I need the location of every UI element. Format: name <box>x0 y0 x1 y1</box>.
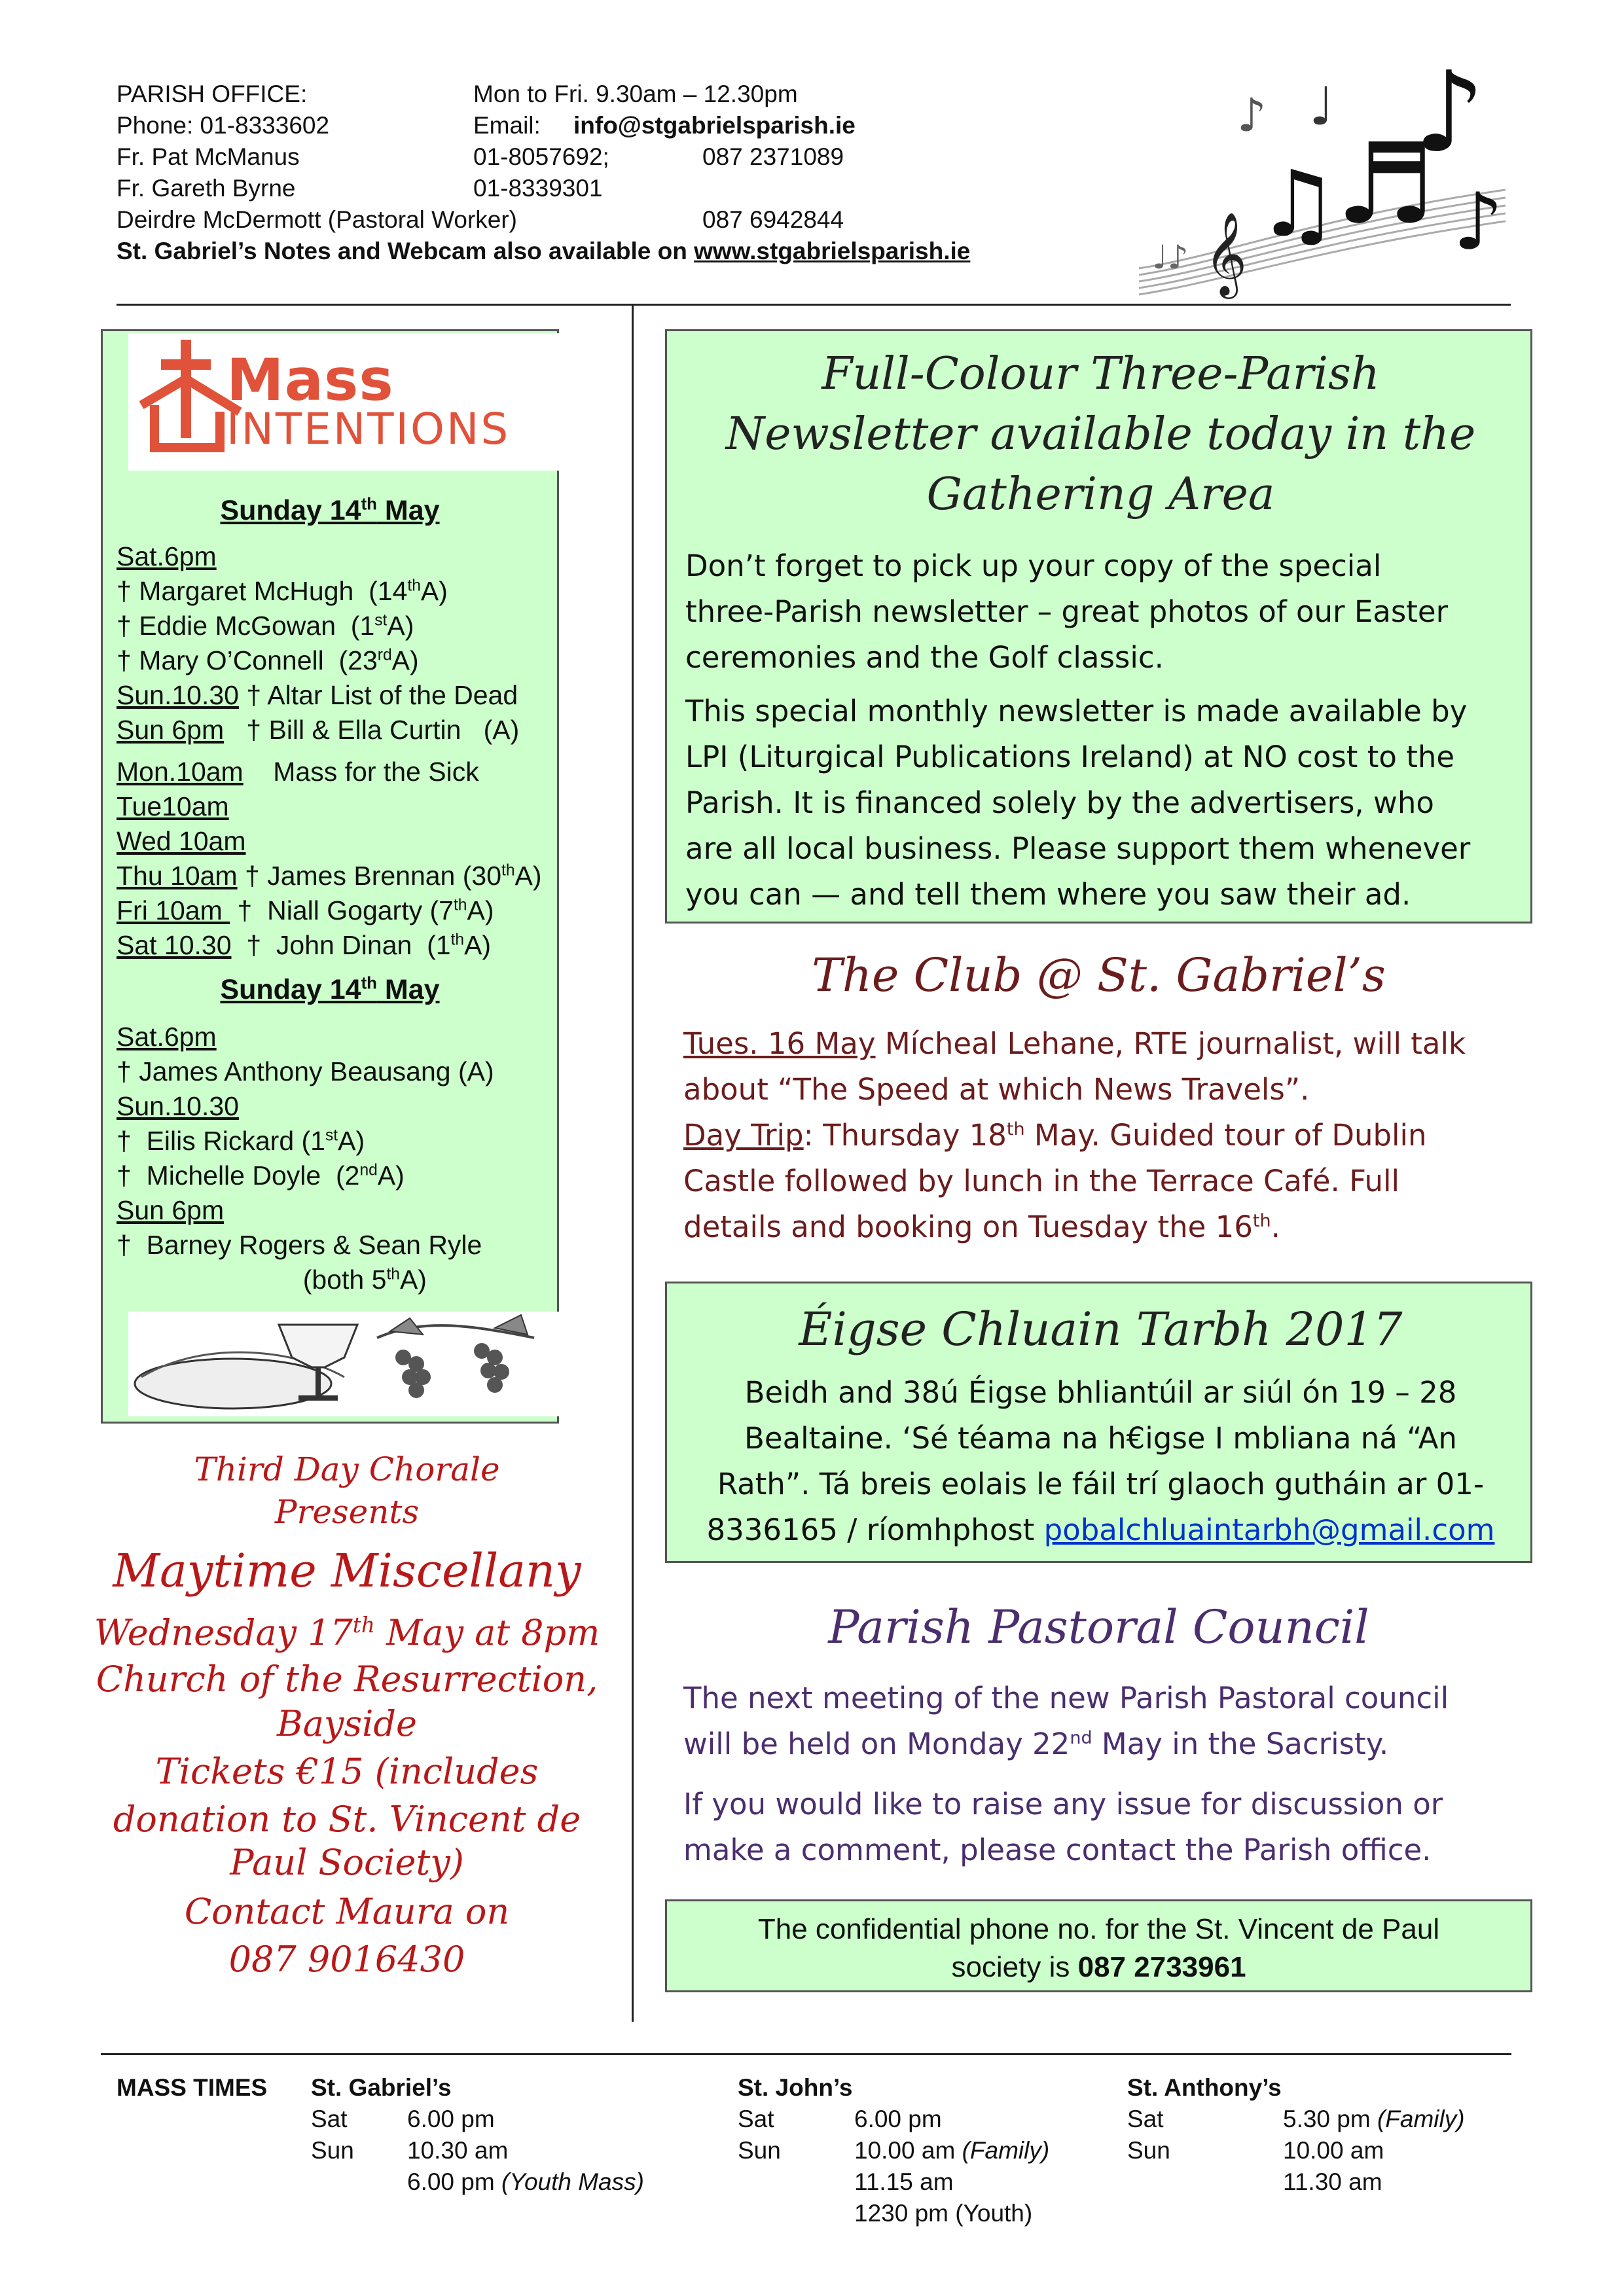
svg-text:♫: ♫ <box>1257 151 1339 258</box>
column-divider <box>632 304 634 2022</box>
intention-line: Thu 10am † James Brennan (30thA) <box>117 861 542 891</box>
chorale-contact: Contact Maura on <box>184 1891 510 1932</box>
chorale-notice: Third Day Chorale Presents Maytime Miscellany Wednesday 17th May at 8pm Church of the Resurrection, Bayside Tickets €15 (includes donation to St. Vincent de Paul Society) Contact Maura on 087 9016430 <box>65 1446 628 1981</box>
chorale-venue: Church of the Resurrection, <box>96 1659 598 1700</box>
intention-line: Mon.10am Mass for the Sick <box>117 757 479 787</box>
svg-text:♩♪: ♩♪ <box>1152 238 1189 276</box>
chorale-tickets: Tickets €15 (includes <box>155 1751 539 1792</box>
chorale-title: Maytime Miscellany <box>113 1544 581 1598</box>
music-notes-icon <box>1126 52 1519 301</box>
intention-line: Sun 6pm <box>117 1195 225 1225</box>
newsletter-box <box>665 329 1532 924</box>
svg-text:♬: ♬ <box>1335 120 1435 249</box>
intention-line: Sun 6pm † Bill & Ella Curtin (A) <box>117 715 520 745</box>
intention-line: † Margaret McHugh (14thA) <box>117 576 448 606</box>
eigse-box <box>665 1282 1532 1563</box>
eigse-email-link[interactable]: pobalchluaintarbh@gmail.com <box>1043 1513 1495 1547</box>
council-para-1: The next meeting of the new Parish Pastoral council will be held on Monday 22nd May in the Sacristy. <box>683 1681 1449 1761</box>
header-notes: St. Gabriel’s Notes and Webcam also available on www.stgabrielsparish.ie <box>117 238 971 264</box>
svg-text:𝄞: 𝄞 <box>1204 211 1248 295</box>
mass-times-label: MASS TIMES <box>117 2074 268 2101</box>
intention-line: † Mary O’Connell (23rdA) <box>117 645 419 675</box>
bread-wine-icon <box>128 1312 586 1416</box>
mass-intentions-logo <box>128 333 584 471</box>
intention-line: Sat 10.30 † John Dinan (1thA) <box>117 930 492 960</box>
eigse-title: Éigse Chluain Tarbh 2017 <box>799 1302 1403 1356</box>
club-title: The Club @ St. Gabriel’s <box>812 948 1386 1002</box>
intentions-heading-1: Sunday 14th May <box>220 495 440 526</box>
logo-word-intentions: INTENTIONS <box>226 404 511 454</box>
header-divider <box>117 304 1511 306</box>
svg-text:♪: ♪ <box>1453 177 1504 268</box>
website-link[interactable]: www.stgabrielsparish.ie <box>694 238 971 264</box>
intention-line: (both 5thA) <box>117 1265 427 1295</box>
svg-text:♩: ♩ <box>1309 76 1334 137</box>
intentions-heading-2: Sunday 14th May <box>220 974 440 1005</box>
intention-line: Sat.6pm <box>117 541 217 571</box>
intention-line: † James Anthony Beausang (A) <box>117 1056 494 1086</box>
newsletter-title: Full-Colour Three-Parish Newsletter available today in the Gathering Area <box>725 348 1476 520</box>
anthonys-name: St. Anthony’s <box>1127 2074 1282 2101</box>
intention-line: Sat.6pm <box>117 1022 217 1052</box>
intention-line: † Eddie McGowan (1stA) <box>117 611 414 641</box>
svg-text:♪: ♪ <box>1237 88 1267 142</box>
newsletter-para-1: Don’t forget to pick up your copy of the special three-Parish newsletter – great photos of our Easter ceremonies and the Golf classic. <box>685 548 1449 675</box>
chorale-presents: Presents <box>274 1493 420 1531</box>
footer-divider <box>101 2053 1511 2055</box>
intention-line: Sun.10.30 <box>117 1091 239 1121</box>
logo-word-mass: Mass <box>226 346 394 414</box>
svp-phone: 087 2733961 <box>1077 1951 1246 1983</box>
chorale-name: Third Day Chorale <box>194 1450 500 1488</box>
newsletter-para-2: This special monthly newsletter is made available by LPI (Liturgical Publications Ireland) at NO cost to the Parish. It is financed solely by the advertisers, who are all local business. Please support them whenever you can — and tell them where you saw their ad. <box>685 694 1471 912</box>
intention-line: Fri 10am † Niall Gogarty (7thA) <box>117 895 494 925</box>
council-title: Parish Pastoral Council <box>828 1600 1369 1654</box>
club-details: Tues. 16 May Mícheal Lehane, RTE journalist, will talk about “The Speed at which News Travels”. Day Trip: Thursday 18th May. Guided tour of Dublin Castle followed by lunch in the Terrace Café. Full details and booking on Tuesday the 16th. <box>683 1026 1466 1244</box>
intention-line: † Eilis Rickard (1stA) <box>117 1126 365 1156</box>
intention-line: Sun.10.30 † Altar List of the Dead <box>117 680 518 710</box>
intention-line: † Michelle Doyle (2ndA) <box>117 1160 405 1191</box>
johns-name: St. John’s <box>738 2074 853 2101</box>
svp-box: The confidential phone no. for the St. Vincent de Paul society is 087 2733961 <box>665 1899 1532 1992</box>
chorale-date: Wednesday 17th May at 8pm <box>94 1612 600 1653</box>
intention-line: Tue10am <box>117 791 229 821</box>
gabriels-name: St. Gabriel’s <box>311 2074 452 2101</box>
council-para-2: If you would like to raise any issue for discussion or make a comment, please contact the Parish office. <box>683 1787 1443 1867</box>
chorale-phone: 087 9016430 <box>228 1939 465 1980</box>
intention-line: Wed 10am <box>117 826 246 856</box>
intention-line: † Barney Rogers & Sean Ryle <box>117 1230 482 1260</box>
eigse-details: Beidh and 38ú Éigse bhliantúil ar siúl ón 19 – 28 Bealtaine. ‘Sé téama na h€igse I mbliana ná “An Rath”. Tá breis eolais le fáil trí glaoch gutháin ar 01- 8336165 / ríomhphost pobalchluaintarbh@gmail.com <box>706 1375 1495 1547</box>
svg-text:♪: ♪ <box>1414 52 1485 177</box>
email-link[interactable]: info@stgabrielsparish.ie <box>573 112 856 139</box>
